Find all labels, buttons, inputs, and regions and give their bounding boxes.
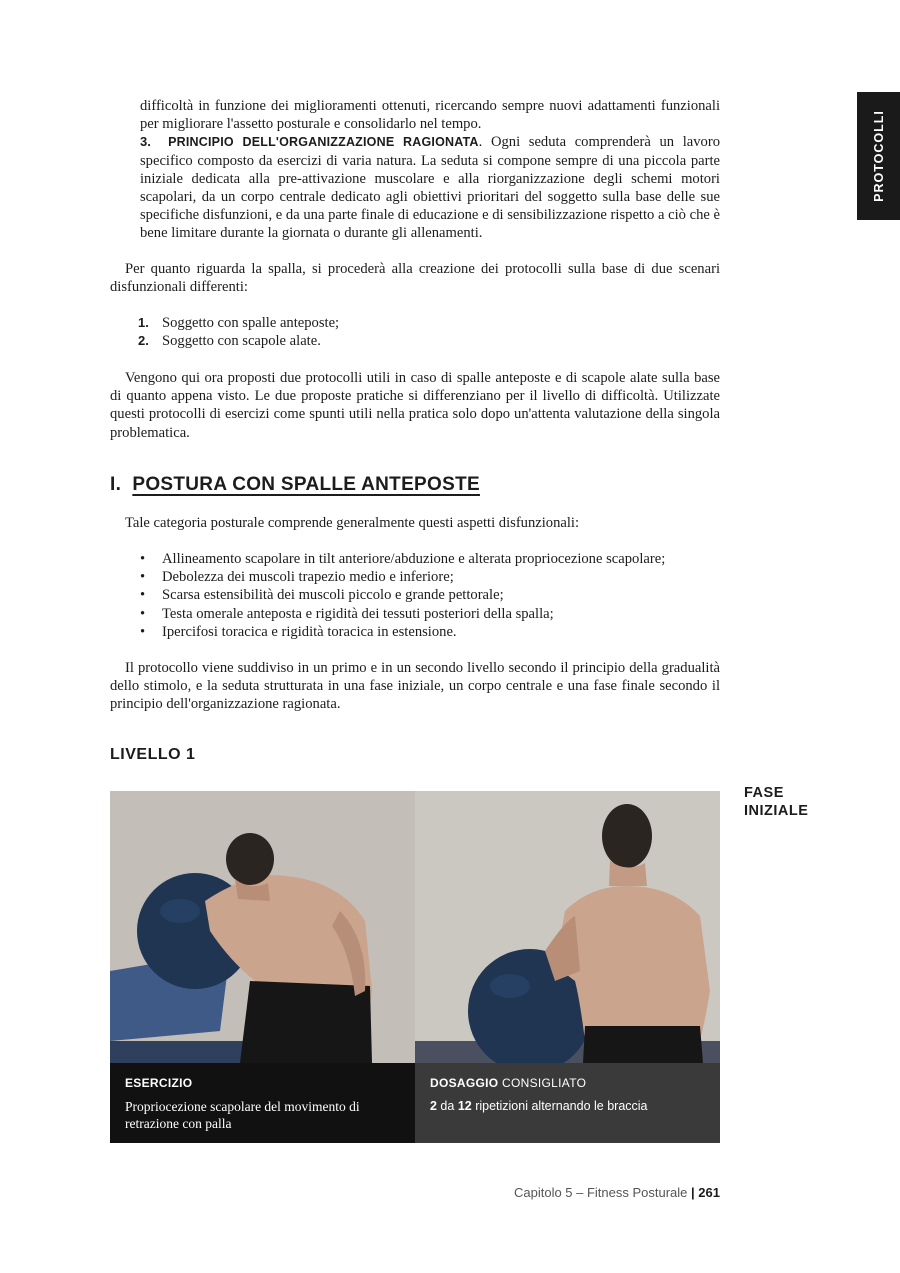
exercise-label: ESERCIZIO bbox=[125, 1076, 193, 1090]
section-number: I. bbox=[110, 474, 122, 495]
footer-separator: | bbox=[687, 1185, 699, 1200]
principle-number: 3. bbox=[140, 134, 151, 150]
footer-chapter: Capitolo 5 – Fitness Posturale bbox=[513, 1185, 688, 1200]
page-footer bbox=[514, 1185, 720, 1200]
list-item: • Debolezza dei muscoli trapezio medio e inferiore; bbox=[140, 569, 454, 586]
list-item: • Ipercifosi toracica e rigidità toracica in estensione. bbox=[140, 623, 457, 640]
dysfunction-list bbox=[140, 550, 665, 641]
list-item: • Scarsa estensibilità dei muscoli piccolo e grande pettorale; bbox=[140, 587, 504, 604]
dosage-text: 2 da 12 ripetizioni alternando le braccia bbox=[430, 1099, 648, 1113]
page-number: 261 bbox=[698, 1185, 720, 1200]
scenario-item: 2. Soggetto con scapole alate. bbox=[138, 333, 321, 350]
scenario-list bbox=[138, 314, 339, 350]
side-tab-protocolli bbox=[857, 92, 900, 220]
principle-title: PRINCIPIO DELL'ORGANIZZAZIONE RAGIONATA bbox=[168, 135, 479, 150]
scenario-item: 1. Soggetto con spalle anteposte; bbox=[138, 315, 340, 331]
paragraph-livelli: Il protocollo viene suddiviso in un primo e in un secondo livello secondo il principio della gradualità dello stimolo, e la seduta strutturata in una fase iniziale, un corpo centrale e una fase finale secondo il principio dell'organizzazione ragionata. bbox=[110, 660, 720, 713]
intro-continued: difficoltà in funzione dei miglioramenti ottenuti, ricercando sempre nuovi adattamenti funzionali per migliorare l'assetto posturale e consolidarlo nel tempo. bbox=[140, 98, 720, 133]
exercise-photo-left bbox=[110, 791, 415, 1063]
list-item: • Allineamento scapolare in tilt anteriore/abduzione e alterata propriocezione scapolare; bbox=[140, 551, 666, 567]
principle-text: . Ogni seduta comprenderà un lavoro specifico composto da esercizi di varia natura. La seduta si compone sempre di una piccola parte iniziale dedicata alla pre-attivazione muscolare e alla riorganizzazione degli schemi motori scapolari, da un corpo centrale dedicato agli obiettivi prioritari del soggetto sulla base delle sue specifiche disfunzioni, e da una parte finale di educazione e di sensibilizzazione rispetto a ciò che è bene limitare durante la giornata o durante gli allenamenti. bbox=[140, 134, 720, 242]
paragraph-categoria: Tale categoria posturale comprende generalmente questi aspetti disfunzionali: bbox=[125, 515, 580, 531]
exercise-name: Propriocezione scapolare del movimento di retrazione con palla bbox=[125, 1099, 360, 1131]
section-title bbox=[110, 474, 480, 496]
phase-label: FASE INIZIALE bbox=[744, 785, 809, 819]
dosage-caption bbox=[415, 1063, 720, 1143]
level-title: LIVELLO 1 bbox=[110, 746, 196, 763]
paragraph-protocolli: Vengono qui ora proposti due protocolli utili in caso di spalle anteposte e di scapole alate sulla base di quanto appena visto. Le due proposte pratiche si differenziano per il livello di difficoltà. Utilizzate questi protocolli di esercizi come spunti utili nella pratica solo dopo un'attenta valutazione della singola problematica. bbox=[110, 370, 720, 441]
dosage-label: DOSAGGIO CONSIGLIATO bbox=[430, 1076, 587, 1090]
exercise-caption bbox=[110, 1063, 415, 1143]
side-tab-label: PROTOCOLLI bbox=[871, 110, 886, 202]
list-item: • Testa omerale anteposta e rigidità dei tessuti posteriori della spalla; bbox=[140, 605, 554, 622]
section-heading: POSTURA CON SPALLE ANTEPOSTE bbox=[132, 474, 480, 495]
exercise-photo-right bbox=[415, 791, 720, 1063]
paragraph-spalla: Per quanto riguarda la spalla, si procederà alla creazione dei protocolli sulla base di due scenari disfunzionali differenti: bbox=[110, 261, 720, 296]
intro-block bbox=[140, 97, 720, 243]
principle-3 bbox=[140, 133, 720, 242]
